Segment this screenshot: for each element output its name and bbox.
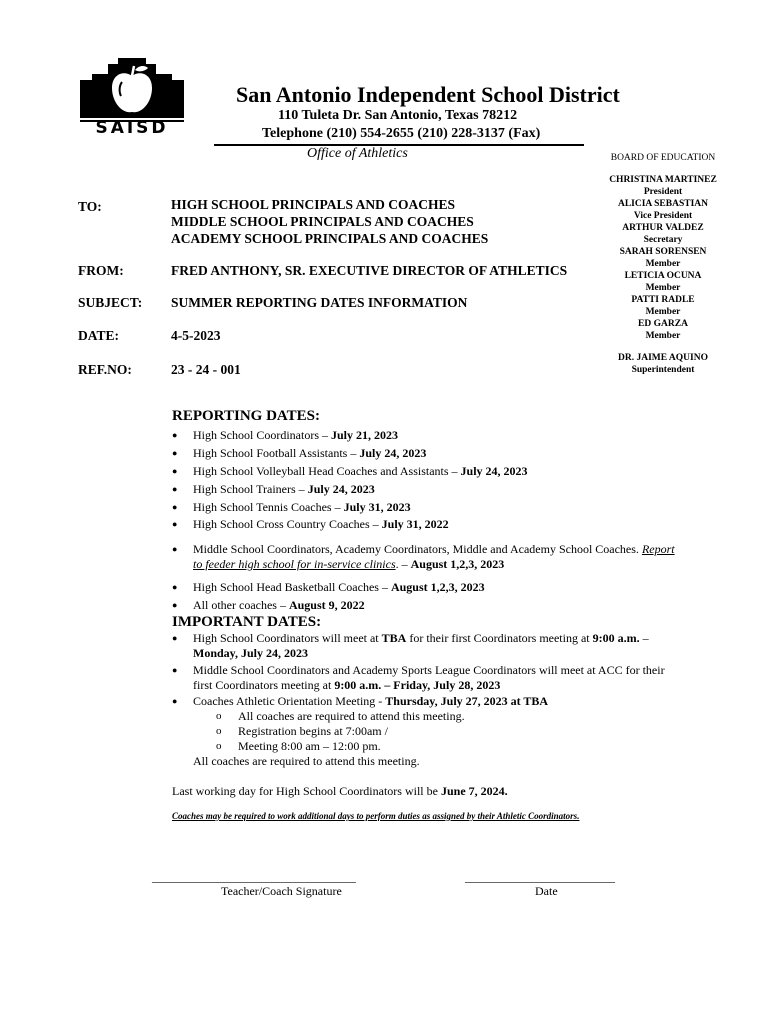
- to-recipients: [171, 196, 488, 247]
- bullet-icon: ●: [172, 466, 178, 476]
- last-working-day: Last working day for High School Coordinators will be June 7, 2024.: [172, 784, 508, 798]
- signature-label: Teacher/Coach Signature: [221, 884, 342, 898]
- board-member-name: CHRISTINA MARTINEZ: [609, 175, 717, 185]
- board-member-role: Secretary: [643, 235, 683, 245]
- subject-value: SUMMER REPORTING DATES INFORMATION: [171, 295, 468, 310]
- bullet-icon: ●: [172, 665, 178, 675]
- board-member-role: Member: [645, 259, 681, 269]
- board-member-role: President: [643, 187, 683, 197]
- board-member-name: ARTHUR VALDEZ: [622, 223, 704, 233]
- all-coaches-note: All coaches are required to attend this meeting.: [193, 754, 420, 768]
- signature-line[interactable]: __________________________________: [152, 870, 356, 884]
- ref-label: REF.NO:: [78, 362, 132, 377]
- board-heading: BOARD OF EDUCATION: [610, 153, 716, 163]
- date-value: 4-5-2023: [171, 328, 221, 343]
- board-member-name: PATTI RADLE: [631, 295, 695, 305]
- superintendent-role: Superintendent: [631, 365, 695, 375]
- superintendent: [594, 352, 732, 376]
- district-telephone: Telephone (210) 554-2655 (210) 228-3137 (Fax): [262, 126, 541, 141]
- saisd-logo: [78, 58, 186, 138]
- board-member-name: ALICIA SEBASTIAN: [617, 199, 709, 209]
- board-member-name: LETICIA OCUNA: [624, 271, 702, 281]
- bullet-icon: ●: [172, 502, 178, 512]
- district-address: 110 Tuleta Dr. San Antonio, Texas 78212: [278, 108, 518, 123]
- district-name: San Antonio Independent School District: [236, 82, 620, 107]
- date-line[interactable]: _________________________: [465, 870, 615, 884]
- board-members: [594, 174, 732, 342]
- bullet-icon: ●: [172, 600, 178, 610]
- bullet-icon: ●: [172, 484, 178, 494]
- circle-bullet-icon: o: [216, 710, 222, 722]
- date-signature-label: Date: [535, 884, 558, 898]
- board-member-name: SARAH SORENSEN: [619, 247, 707, 257]
- date-label: DATE:: [78, 328, 120, 343]
- bullet-icon: ●: [172, 633, 178, 643]
- board-member-role: Vice President: [633, 211, 693, 221]
- from-value: FRED ANTHONY, SR. EXECUTIVE DIRECTOR OF ATHLETICS: [171, 263, 568, 278]
- bullet-icon: ●: [172, 430, 178, 440]
- to-line: ACADEMY SCHOOL PRINCIPALS AND COACHES: [171, 231, 489, 246]
- circle-bullet-icon: o: [216, 725, 222, 737]
- board-member-role: Member: [645, 331, 681, 341]
- bullet-icon: ●: [172, 519, 178, 529]
- to-line: HIGH SCHOOL PRINCIPALS AND COACHES: [171, 197, 456, 212]
- reporting-heading: REPORTING DATES:: [172, 408, 320, 424]
- circle-bullet-icon: o: [216, 740, 222, 752]
- clinic-link[interactable]: Report: [641, 542, 675, 556]
- superintendent-name: DR. JAIME AQUINO: [618, 353, 708, 363]
- logo-text: SAISD: [95, 118, 169, 138]
- bullet-icon: ●: [172, 544, 178, 554]
- from-label: FROM:: [78, 263, 124, 278]
- board-member-role: Member: [645, 307, 681, 317]
- important-heading: IMPORTANT DATES:: [172, 614, 322, 630]
- board-member-role: Member: [645, 283, 681, 293]
- coaches-note: Coaches may be required to work additional days to perform duties as assigned by their Athletic Coordinators.: [172, 811, 580, 821]
- bullet-icon: ●: [172, 448, 178, 458]
- subject-label: SUBJECT:: [78, 295, 143, 310]
- to-label: TO:: [78, 199, 102, 214]
- to-line: MIDDLE SCHOOL PRINCIPALS AND COACHES: [171, 214, 474, 229]
- clinic-link[interactable]: to feeder high school for in-service clinics: [193, 557, 396, 571]
- bullet-icon: ●: [172, 582, 178, 592]
- bullet-icon: ●: [172, 696, 178, 706]
- office-name: Office of Athletics: [307, 146, 408, 161]
- board-member-name: ED GARZA: [638, 319, 688, 329]
- ref-value: 23 - 24 - 001: [171, 362, 241, 377]
